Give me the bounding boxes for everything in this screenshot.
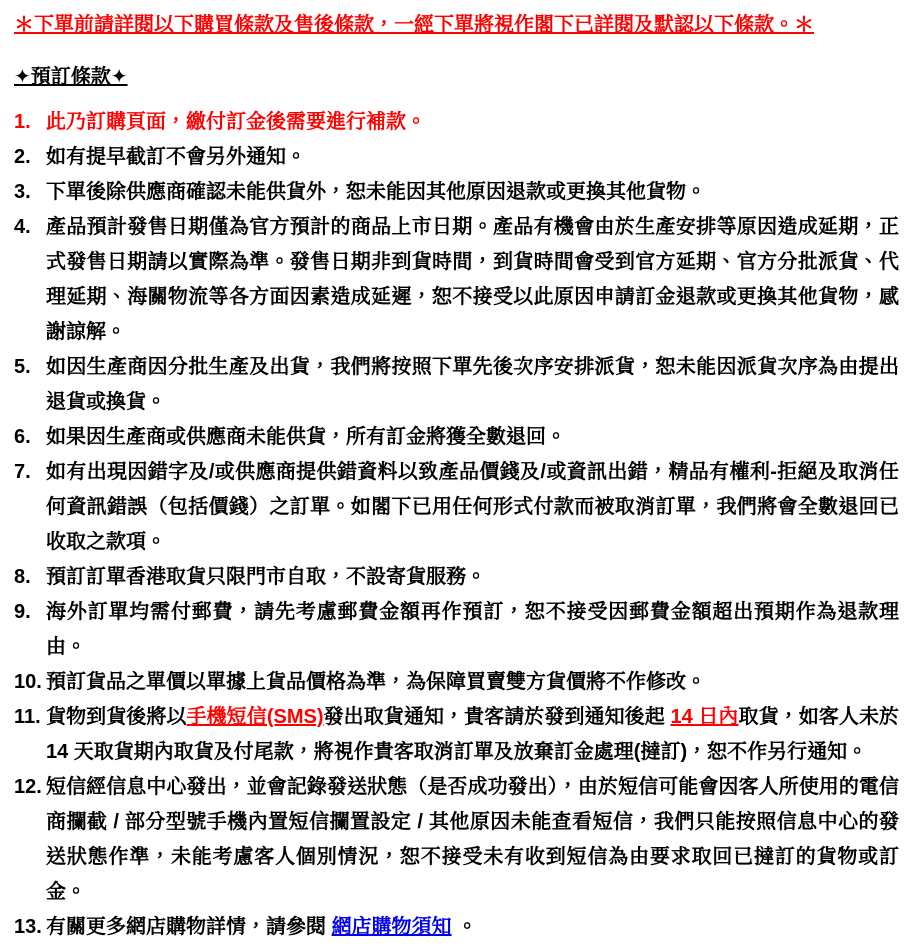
term-item	[14, 210, 899, 350]
term-text	[46, 910, 899, 945]
term-number: 7.	[14, 461, 31, 483]
term-number: 4.	[14, 216, 31, 238]
term-text	[46, 700, 899, 770]
term-text	[46, 210, 899, 350]
term-segment: 取貨，如客人未於 14 天取貨期內取貨及付尾款，將視作貴客取消訂單及放棄訂金處理(撻訂)，恕不作另行通知。	[46, 706, 900, 763]
term-segment: 如有出現因錯字及/或供應商提供錯資料以致產品價錢及/或資訊出錯，精品有權利-拒絕及取消任何資訊錯誤（包括價錢）之訂單。如閣下已用任何形式付款而被取消訂單，我們將會全數退回已收取之款項。	[46, 461, 899, 553]
term-item	[14, 700, 899, 770]
term-item	[14, 420, 899, 455]
term-segment: 預訂訂單香港取貨只限門市自取，不設寄貨服務。	[46, 566, 486, 588]
term-segment: 海外訂單均需付郵費，請先考慮郵費金額再作預訂，恕不接受因郵費金額超出預期作為退款理由。	[46, 601, 899, 658]
document-title: ＊下單前請詳閱以下購買條款及售後條款，一經下單將視作閣下已詳閱及默認以下條款。＊	[14, 14, 814, 36]
term-segment: 發出取貨通知，貴客請於發到通知後起	[323, 706, 671, 728]
term-number: 3.	[14, 181, 31, 203]
term-item	[14, 175, 899, 210]
term-number: 13.	[14, 916, 42, 938]
terms-list	[14, 105, 899, 945]
term-segment: 如有提早截訂不會另外通知。	[46, 146, 306, 168]
term-segment: 。	[451, 916, 478, 938]
term-segment: 有關更多網店購物詳情，請參閱	[46, 916, 332, 938]
online-shop-guide-link[interactable]: 網店購物須知	[331, 916, 452, 938]
term-segment: 貨物到貨後將以	[46, 706, 187, 728]
term-number: 1.	[14, 111, 31, 133]
term-item	[14, 105, 899, 140]
highlighted-text: 14 日內	[670, 706, 739, 728]
term-segment: 如因生產商因分批生產及出貨，我們將按照下單先後次序安排派貨，恕未能因派貨次序為由提出退貨或換貨。	[46, 356, 899, 413]
term-item	[14, 595, 899, 665]
term-item	[14, 560, 899, 595]
term-text	[46, 770, 899, 910]
term-text	[46, 105, 899, 140]
term-text	[46, 350, 899, 420]
term-text	[46, 560, 899, 595]
term-text	[46, 595, 899, 665]
term-item	[14, 910, 899, 945]
term-text	[46, 175, 899, 210]
term-number: 10.	[14, 671, 42, 693]
term-segment: 短信經信息中心發出，並會記錄發送狀態（是否成功發出），由於短信可能會因客人所使用的電信商攔截 / 部分型號手機內置短信攔置設定 / 其他原因未能查看短信，我們只能按照信息中心的發送狀態作準，未能考慮客人個別情況，恕不接受未有收到短信為由要求取回已撻訂的貨物或訂金。	[46, 776, 899, 903]
term-number: 6.	[14, 426, 31, 448]
section-heading: ✦預訂條款✦	[14, 66, 128, 88]
term-segment: 下單後除供應商確認未能供貨外，恕未能因其他原因退款或更換其他貨物。	[46, 181, 706, 203]
term-number: 2.	[14, 146, 31, 168]
highlighted-text: 手機短信(SMS)	[186, 706, 324, 728]
term-item	[14, 140, 899, 175]
term-text	[46, 420, 899, 455]
term-segment: 預訂貨品之單價以單據上貨品價格為準，為保障買賣雙方貨價將不作修改。	[46, 671, 706, 693]
term-number: 5.	[14, 356, 31, 378]
term-segment: 產品預計發售日期僅為官方預計的商品上市日期。產品有機會由於生產安排等原因造成延期，正式發售日期請以實際為準。發售日期非到貨時間，到貨時間會受到官方延期、官方分批派貨、代理延期、海關物流等各方面因素造成延遲，恕不接受以此原因申請訂金退款或更換其他貨物，感謝諒解。	[46, 216, 899, 343]
term-text	[46, 140, 899, 175]
term-item	[14, 350, 899, 420]
term-item	[14, 770, 899, 910]
term-number: 9.	[14, 601, 31, 623]
term-text	[46, 665, 899, 700]
term-segment: 此乃訂購頁面，繳付訂金後需要進行補款。	[46, 111, 426, 133]
term-number: 8.	[14, 566, 31, 588]
term-segment: 如果因生產商或供應商未能供貨，所有訂金將獲全數退回。	[46, 426, 566, 448]
term-number: 11.	[14, 706, 41, 728]
term-item	[14, 455, 899, 560]
term-number: 12.	[14, 776, 42, 798]
term-text	[46, 455, 899, 560]
term-item	[14, 665, 899, 700]
